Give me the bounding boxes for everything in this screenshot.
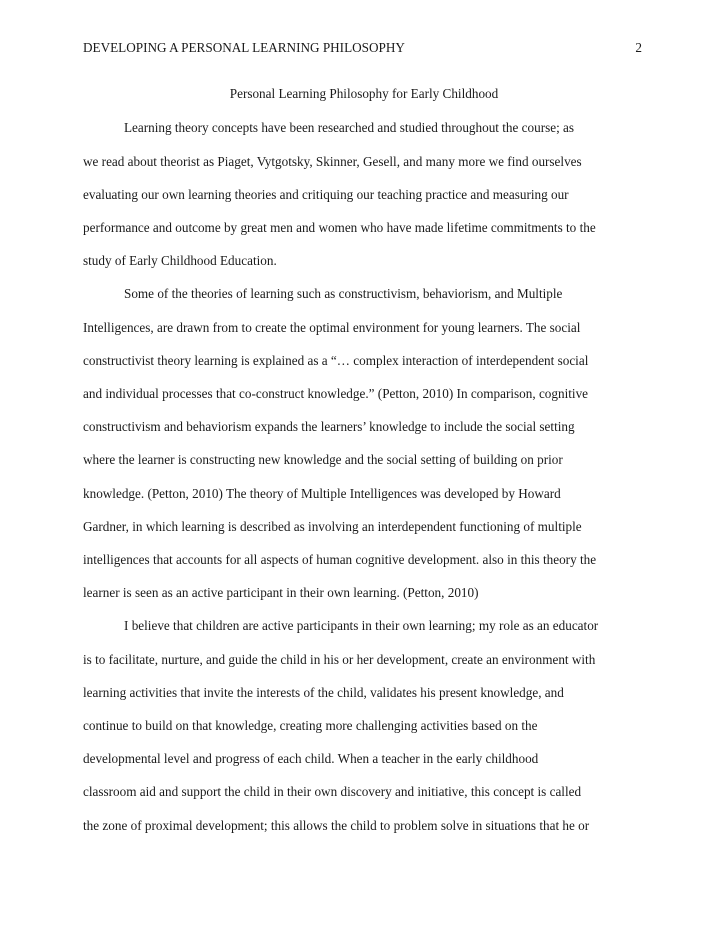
paragraph-line: classroom aid and support the child in their own discovery and initiative, this concept is called [83,784,582,799]
paragraph-line: continue to build on that knowledge, creating more challenging activities based on the [83,718,538,733]
paragraph-line: study of Early Childhood Education. [83,253,277,268]
paragraph-line: knowledge. (Petton, 2010) The theory of Multiple Intelligences was developed by Howard [83,486,561,501]
paragraph-line: performance and outcome by great men and women who have made lifetime commitments to the [83,220,596,235]
paragraph-line: I believe that children are active participants in their own learning; my role as an educator [124,618,599,633]
paragraph-line: developmental level and progress of each child. When a teacher in the early childhood [83,751,539,766]
paragraph-line: Gardner, in which learning is described as involving an interdependent functioning of multiple [83,519,582,534]
paragraph-line: the zone of proximal development; this allows the child to problem solve in situations that he or [83,818,590,833]
paragraph-line: constructivist theory learning is explained as a “… complex interaction of interdependent social [83,353,589,368]
paragraph-line: evaluating our own learning theories and critiquing our teaching practice and measuring our [83,187,569,202]
paragraph-line: intelligences that accounts for all aspects of human cognitive development. also in this theory the [83,552,597,567]
paragraph-line: learning activities that invite the interests of the child, validates his present knowledge, and [83,685,564,700]
paragraph-line: Intelligences, are drawn from to create the optimal environment for young learners. The social [83,320,581,335]
paragraph-line: learner is seen as an active participant in their own learning. (Petton, 2010) [83,585,479,600]
running-head [83,38,655,58]
paragraph-line: constructivism and behaviorism expands the learners’ knowledge to include the social setting [83,419,575,434]
paragraph-line: and individual processes that co-construct knowledge.” (Petton, 2010) In comparison, cognitive [83,386,589,401]
paragraph-line: Some of the theories of learning such as constructivism, behaviorism, and Multiple [124,286,563,301]
document-title: Personal Learning Philosophy for Early Childhood [229,86,499,101]
paragraph-line: where the learner is constructing new knowledge and the social setting of building on prior [83,452,563,467]
running-head-title: DEVELOPING A PERSONAL LEARNING PHILOSOPHY [83,40,405,55]
paragraph-line: Learning theory concepts have been researched and studied throughout the course; as [124,120,575,135]
paragraph-line: is to facilitate, nurture, and guide the child in his or her development, create an environment with [83,652,596,667]
paragraph-line: we read about theorist as Piaget, Vytgotsky, Skinner, Gesell, and many more we find ourselves [83,154,582,169]
page-number: 2 [635,40,642,55]
